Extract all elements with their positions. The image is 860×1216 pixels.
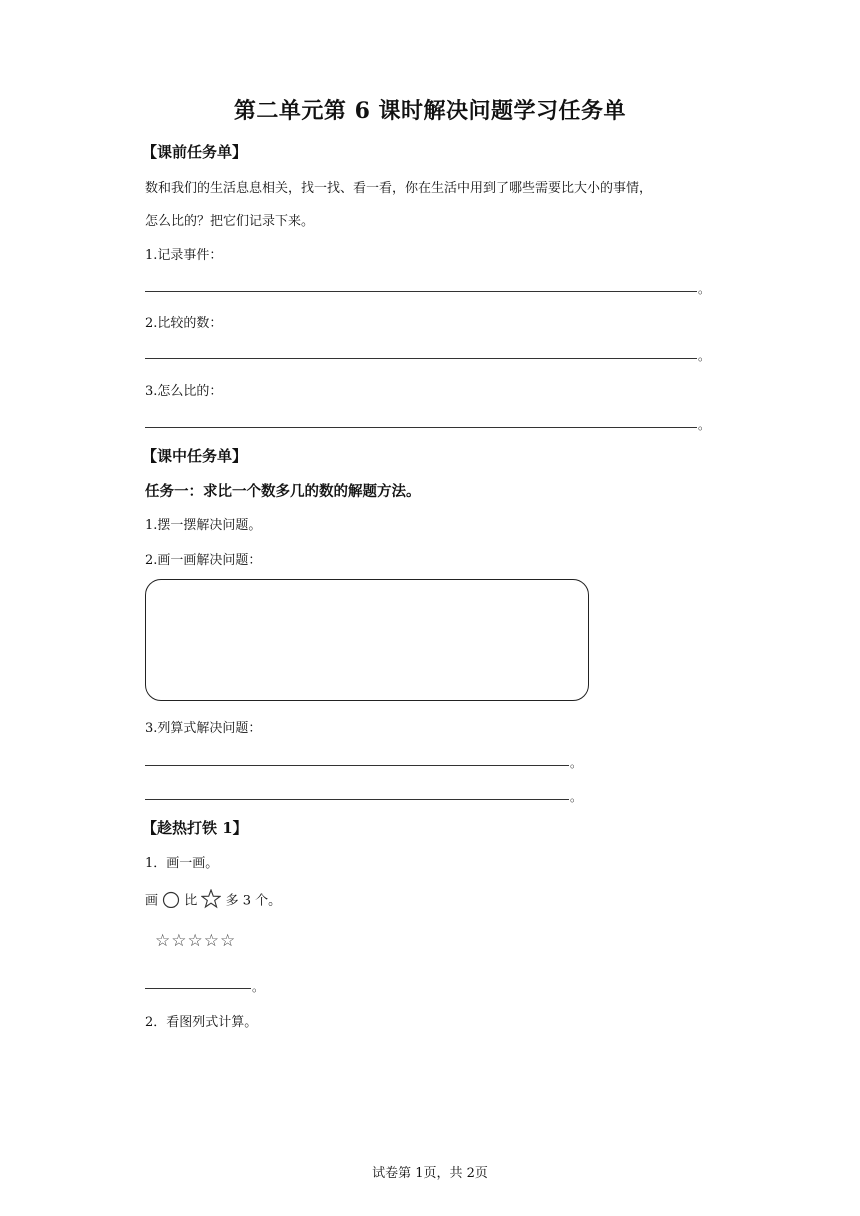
drawing-box[interactable] — [145, 579, 589, 701]
page-title: 第二单元第 6 课时解决问题学习任务单 — [233, 98, 627, 124]
circle-icon — [162, 890, 180, 912]
pre-class-item2: 2.比较的数： — [145, 316, 223, 331]
answer-line-equation-2[interactable] — [145, 799, 569, 800]
pre-class-intro-line2: 怎么比的？把它们记录下来。 — [145, 214, 315, 229]
practice-heading: 【趁热打铁 1】 — [142, 819, 248, 837]
practice-q1-instruction — [145, 889, 281, 913]
period: 。 — [570, 790, 583, 804]
page-footer: 试卷第 1页，共 2页 — [372, 1166, 488, 1181]
answer-line-record[interactable] — [145, 291, 697, 292]
q1-mid: 比 — [184, 893, 198, 909]
period: 。 — [698, 418, 711, 432]
q1-suffix: 多 3 个。 — [225, 893, 282, 909]
pre-class-heading: 【课前任务单】 — [142, 143, 248, 161]
period: 。 — [698, 282, 711, 296]
pre-class-intro-line1: 数和我们的生活息息相关，找一找、看一看，你在生活中用到了哪些需要比大小的事情， — [145, 181, 653, 196]
q1-prefix: 画 — [145, 893, 159, 909]
answer-line-how[interactable] — [145, 427, 697, 428]
answer-line-equation-1[interactable] — [145, 765, 569, 766]
stars-row: ☆☆☆☆☆ — [155, 931, 237, 951]
task1-title: 任务一：求比一个数多几的数的解题方法。 — [145, 483, 421, 500]
star-icon — [201, 889, 221, 913]
in-class-item3: 3.列算式解决问题： — [145, 721, 262, 736]
pre-class-item1: 1.记录事件： — [145, 248, 223, 263]
in-class-item1: 1.摆一摆解决问题。 — [145, 518, 262, 533]
period: 。 — [570, 756, 583, 770]
period: 。 — [252, 980, 265, 994]
pre-class-item3: 3.怎么比的： — [145, 384, 223, 399]
period: 。 — [698, 349, 711, 363]
answer-line-drawing[interactable] — [145, 988, 251, 989]
practice-q1: 1．画一画。 — [145, 856, 219, 871]
practice-q2: 2．看图列式计算。 — [145, 1015, 258, 1030]
answer-line-numbers[interactable] — [145, 358, 697, 359]
in-class-heading: 【课中任务单】 — [142, 447, 248, 465]
in-class-item2: 2.画一画解决问题： — [145, 553, 262, 568]
